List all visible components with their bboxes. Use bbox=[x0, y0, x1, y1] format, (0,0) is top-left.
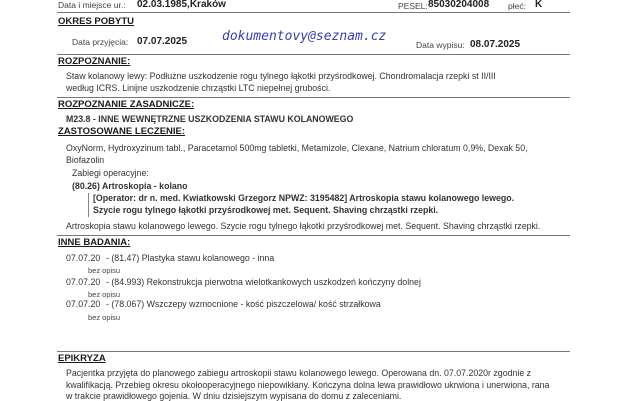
test-date: 07.07.20 bbox=[66, 277, 101, 287]
pesel-value: 85030204008 bbox=[428, 0, 490, 10]
test-note: bez opisu bbox=[88, 290, 121, 299]
test-description: - (84.993) Rekonstrukcja pierwotna wielotkankowych uszkodzeń kończyny dolnej bbox=[106, 277, 421, 287]
epicrisis-line-3: w trakcie prawidłowego gojenia. W dniu dzisiejszym wypisana do domu z zaleceniami. bbox=[66, 391, 402, 401]
stay-section-title: OKRES POBYTU bbox=[58, 16, 135, 27]
treatment-title: ZASTOSOWANE LECZENIE: bbox=[58, 126, 186, 137]
diagnosis-line-2: według ICRS. Linijne uszkodzenie chrząstki LTC niepełnej grubości. bbox=[66, 83, 331, 93]
sex-value: K bbox=[535, 0, 543, 10]
test-note: bez opisu bbox=[88, 266, 121, 275]
operator-line-2: Szycie rogu tylnego łąkotki przyśrodkowej met. Sequent. Shaving chrząstki rzepki. bbox=[93, 205, 439, 215]
diagnosis-line-1: Staw kolanowy lewy: Podłużne uszkodzenie rogu tylnego łąkotki przyśrodkowej. Chondromalacja rzepki st II/III bbox=[66, 71, 496, 81]
drugs-line-1: OxyNorm, Hydroxyzinum tabl., Paracetamol 500mg tabletki, Metamizole, Clexane, Natrium chloratum 0,9%, Dexak 50, bbox=[66, 143, 528, 153]
main-diagnosis-value: M23.8 - INNE WEWNĘTRZNE USZKODZENIA STAWU KOLANOWEGO bbox=[66, 114, 354, 124]
test-date: 07.07.20 bbox=[66, 299, 101, 309]
test-note: bez opisu bbox=[88, 313, 121, 322]
birth-value: 02.03.1985,Kraków bbox=[137, 0, 226, 10]
other-tests-title: INNE BADANIA: bbox=[58, 237, 131, 248]
admission-label: Data przyjęcia: bbox=[72, 37, 129, 47]
admission-value: 07.07.2025 bbox=[137, 36, 188, 47]
sex-label: płeć: bbox=[508, 1, 526, 11]
procedures-label: Zabiegi operacyjne: bbox=[72, 168, 149, 178]
epicrisis-line-1: Pacjentka przyjęta do planowego zabiegu artroskopii stawu kolanowego lewego. Operowana dn. 07.07.2020r zgodnie z bbox=[66, 368, 532, 378]
discharge-value: 08.07.2025 bbox=[470, 39, 521, 50]
epicrisis-title: EPIKRYZA bbox=[58, 353, 106, 364]
diagnosis-title: ROZPOZNANIE: bbox=[58, 56, 131, 67]
test-description: - (81.47) Plastyka stawu kolanowego - inna bbox=[106, 253, 275, 263]
divider-line bbox=[57, 351, 570, 352]
test-date: 07.07.20 bbox=[66, 253, 101, 263]
pesel-label: PESEL: bbox=[398, 1, 428, 11]
birth-label: Data i miejsce ur.: bbox=[58, 0, 126, 10]
procedure-description: Artroskopia stawu kolanowego lewego. Szycie rogu tylnego łąkotki przyśrodkowej met. Sequent. Shaving chrząstki rzepki. bbox=[66, 221, 541, 231]
test-description: - (78.067) Wszczepy wzmocnione - kość piszczelowa/ kość strzałkowa bbox=[106, 299, 381, 309]
handwritten-email: dokumentovy@seznam.cz bbox=[222, 29, 387, 44]
operator-line-1: [Operator: dr n. med. Kwiatkowski Grzegorz NPWZ: 3195482] Artroskopia stawu kolanowego lewego. bbox=[93, 193, 515, 203]
divider-line bbox=[57, 235, 570, 236]
drugs-line-2: Biofazolin bbox=[66, 155, 105, 165]
procedure-code: (80.26) Artroskopia - kolano bbox=[72, 181, 188, 191]
divider-line bbox=[57, 54, 570, 55]
main-diagnosis-title: ROZPOZNANIE ZASADNICZE: bbox=[58, 99, 195, 110]
epicrisis-line-2: kwalifikacją. Przebieg okresu okołooperacyjnego niepowikłany. Kończyna dolna lewa prawidłowo ukrwiona i unerwiona, rana bbox=[66, 380, 550, 390]
divider-line bbox=[57, 12, 570, 13]
divider-line bbox=[57, 97, 570, 98]
discharge-label: Data wypisu: bbox=[416, 40, 465, 50]
